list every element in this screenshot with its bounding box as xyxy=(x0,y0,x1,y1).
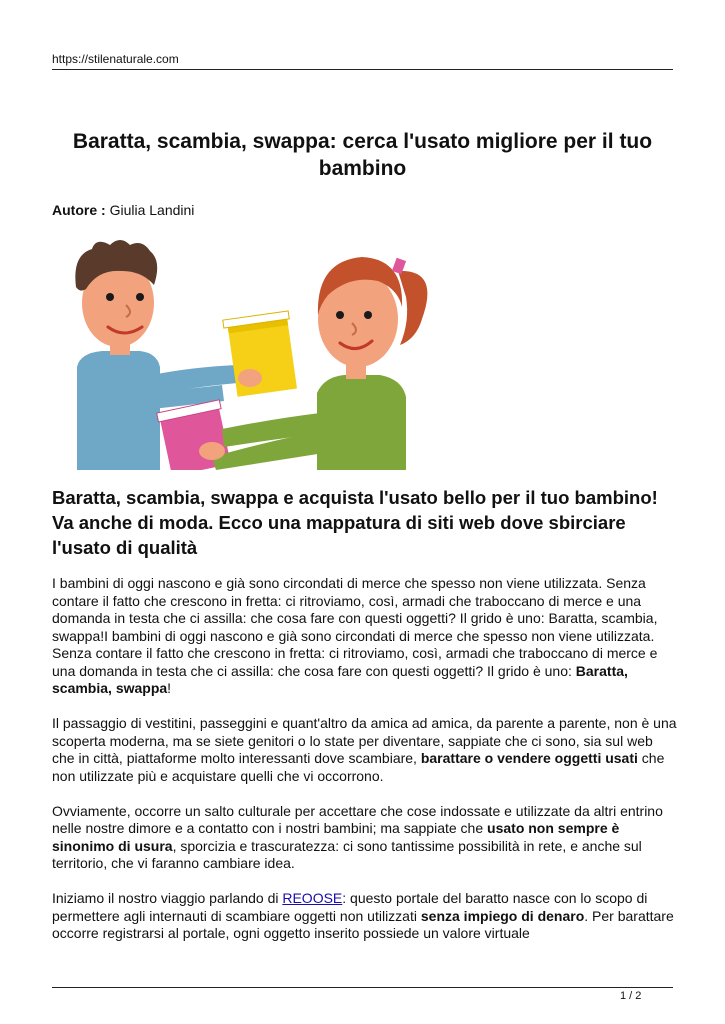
paragraph-4 xyxy=(52,890,677,943)
paragraph-2 xyxy=(52,715,677,785)
paragraph-1-end: ! xyxy=(167,680,172,696)
reoose-link[interactable]: REOOSE xyxy=(282,890,343,906)
paragraph-3-text: Ovviamente, occorre un salto culturale per accettare che cose indossate e utilizzate da altri entrino nelle nostre dimore e a contatto con i nostri bambini; ma sappiate che xyxy=(52,802,663,836)
paragraph-1-text: I bambini di oggi nascono e già sono circondati di merce che spesso non viene utilizzata. Senza contare il fatto che crescono in fretta: ci ritroviamo, così, armadi che traboccano di merce e una domanda in testa che ci assilla: che cosa fare con questi oggetti? Il grido è uno: Baratta, scambia, swappa!I bambini di oggi nascono e già sono circondati di merce che spesso non viene utilizzata. xyxy=(52,575,658,644)
footer-divider xyxy=(52,987,673,988)
kids-swapping-books-illustration xyxy=(62,235,442,470)
author-label: Autore : xyxy=(52,202,106,218)
paragraph-3-bold: usato non sempre è sinonimo di usura xyxy=(52,820,620,854)
paragraph-2-end: che non utilizzate più e acquistare quelli che vi occorrono. xyxy=(52,750,665,784)
header-divider xyxy=(52,69,673,70)
paragraph-4-bold: senza impiego di denaro xyxy=(420,907,585,924)
paragraph-1 xyxy=(52,575,677,698)
paragraph-3-end: , sporcizia e trascuratezza: ci sono tantissime possibilità in rete, e anche sul territorio, che vi faranno cambiare idea. xyxy=(52,837,642,871)
paragraph-2-bold: barattare o vendere oggetti usati xyxy=(420,750,638,766)
article-title: Baratta, scambia, swappa: cerca l'usato migliore per il tuo bambino xyxy=(72,130,653,180)
author-line xyxy=(52,202,194,218)
article-subtitle: Baratta, scambia, swappa e acquista l'usato bello per il tuo bambino! Va anche di moda. Ecco una mappatura di siti web dove sbirciare l'usato di qualità xyxy=(52,487,658,558)
paragraph-3 xyxy=(52,803,677,873)
paragraph-4-end: . Per barattare occorre registrarsi al portale, ogni oggetto inserito possiede un valore virtuale xyxy=(52,907,674,941)
paragraph-1-text-2: Senza contare il fatto che crescono in fretta: ci ritroviamo, così, armadi che traboccano di merce e una domanda in testa che ci assilla: che cosa fare con questi oggetti? Il grido è uno: xyxy=(52,645,658,679)
paragraph-1-bold: Baratta, scambia, swappa xyxy=(52,662,628,696)
author-name: Giulia Landini xyxy=(109,202,195,218)
source-url: https://stilenaturale.com xyxy=(52,52,179,66)
paragraph-4-text: Iniziamo il nostro viaggio parlando di xyxy=(52,890,283,906)
paragraph-4-text-2: : questo portale del baratto nasce con lo scopo di permettere agli internauti di scambiare oggetti non utilizzati xyxy=(52,890,648,924)
paragraph-2-text: Il passaggio di vestitini, passeggini e quant'altro da amica ad amica, da parente a parente, non è una scoperta moderna, ma se siete genitori o lo state per diventare, sappiate che ci sono, sia sul web che in città, piattaforme molto interessanti dove scambiare, xyxy=(52,715,677,766)
article-body xyxy=(52,575,677,960)
page-number: 1 / 2 xyxy=(620,990,642,1002)
